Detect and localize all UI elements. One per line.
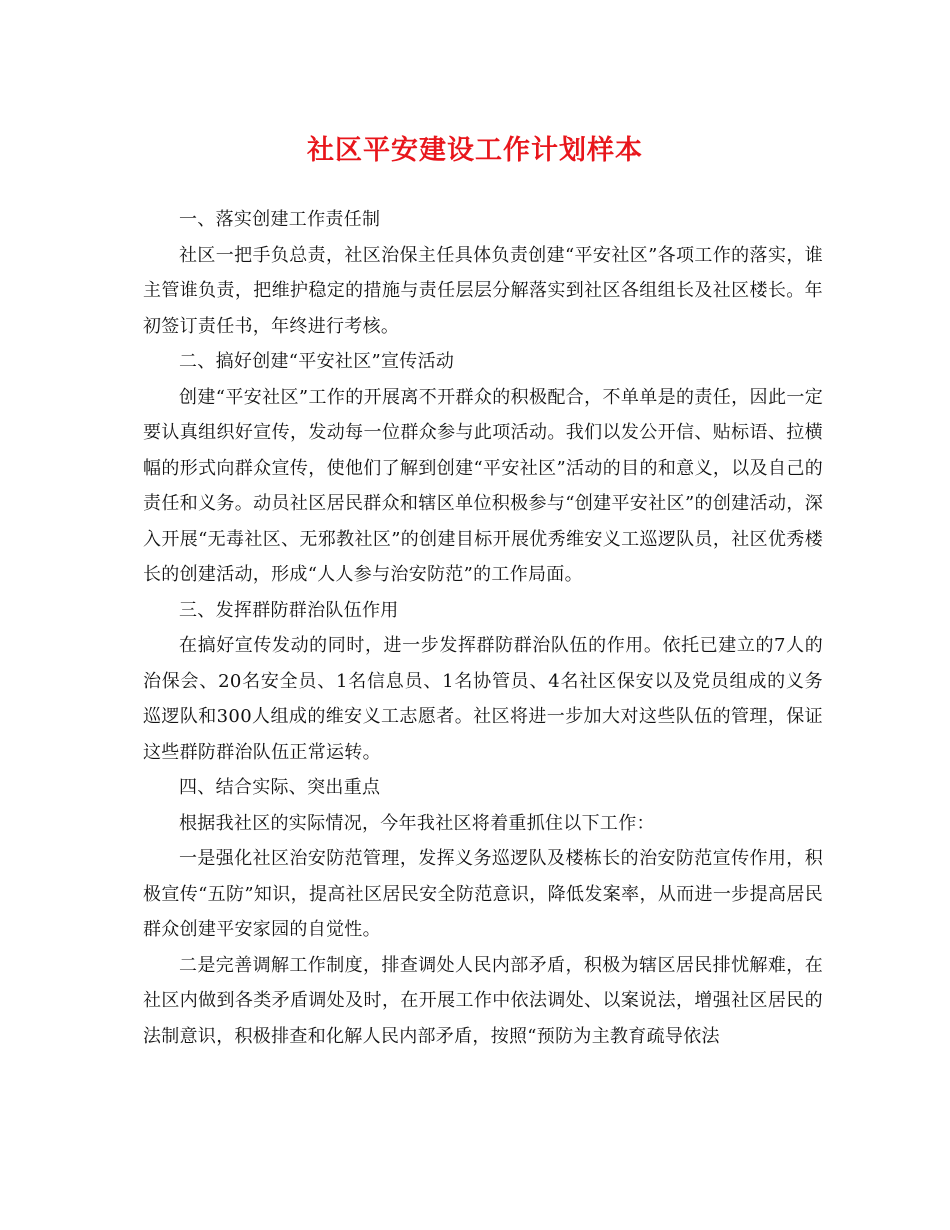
paragraph: 根据我社区的实际情况，今年我社区将着重抓住以下工作： [179, 812, 655, 834]
document-title: 社区平安建设工作计划样本 [307, 135, 643, 166]
section-heading-2: 二、搞好创建“平安社区”宣传活动 [179, 351, 455, 372]
document-body [143, 202, 823, 1054]
paragraph: 在搞好宣传发动的同时，进一步发挥群防群治队伍的作用。依托已建立的7人的治保会、20名安全员、1名信息员、1名协管员、4名社区保安以及党员组成的义务巡逻队和300人组成的维安义工志愿者。社区将进一步加大对这些队伍的管理，保证这些群防群治队伍正常运转。 [143, 635, 823, 763]
paragraph: 二是完善调解工作制度，排查调处人民内部矛盾，积极为辖区居民排忧解难，在社区内做到各类矛盾调处及时，在开展工作中依法调处、以案说法，增强社区居民的法制意识，积极排查和化解人民内部矛盾，按照“预防为主教育疏导依法 [143, 954, 823, 1047]
section-heading-4: 四、结合实际、突出重点 [179, 777, 381, 798]
section-heading-1: 一、落实创建工作责任制 [179, 209, 381, 230]
paragraph: 一是强化社区治安防范管理，发挥义务巡逻队及楼栋长的治安防范宣传作用，积极宣传“五防”知识，提高社区居民安全防范意识，降低发案率，从而进一步提高居民群众创建平安家园的自觉性。 [143, 848, 823, 940]
section-heading-3: 三、发挥群防群治队伍作用 [179, 599, 399, 621]
paragraph: 社区一把手负总责，社区治保主任具体负责创建“平安社区”各项工作的落实，谁主管谁负责，把维护稳定的措施与责任层层分解落实到社区各组组长及社区楼长。年初签订责任书，年终进行考核。 [143, 244, 823, 337]
paragraph: 创建“平安社区”工作的开展离不开群众的积极配合，不单单是的责任，因此一定要认真组织好宣传，发动每一位群众参与此项活动。我们以发公开信、贴标语、拉横幅的形式向群众宣传，使他们了解到创建“平安社区”活动的目的和意义，以及自己的责任和义务。动员社区居民群众和辖区单位积极参与“创建平安社区”的创建活动，深入开展“无毒社区、无邪教社区”的创建目标开展优秀维安义工巡逻队员，社区优秀楼长的创建活动，形成“人人参与治安防范”的工作局面。 [143, 386, 823, 585]
